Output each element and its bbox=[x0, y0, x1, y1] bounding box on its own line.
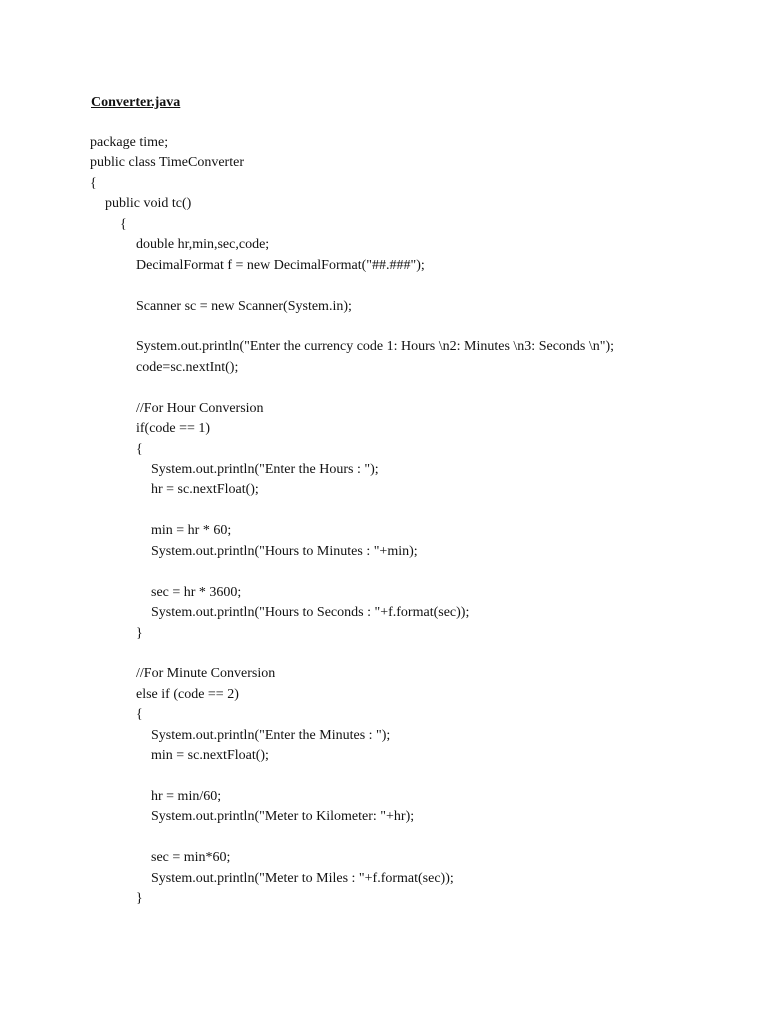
code-line: { bbox=[136, 707, 143, 723]
code-line bbox=[90, 317, 614, 337]
code-line: package time; bbox=[90, 135, 169, 150]
code-line: { bbox=[90, 175, 97, 191]
code-line: public void tc() bbox=[105, 196, 192, 212]
code-line: { bbox=[120, 216, 127, 232]
code-line: public class TimeConverter bbox=[90, 155, 244, 171]
code-line: sec = min*60; bbox=[151, 850, 231, 866]
code-line bbox=[90, 767, 614, 787]
code-line: System.out.println("Enter the Hours : "); bbox=[151, 462, 379, 477]
document-title: Converter.java bbox=[91, 95, 181, 110]
code-line: //For Minute Conversion bbox=[136, 666, 276, 682]
code-line: System.out.println("Meter to Miles : "+f.format(sec)); bbox=[151, 870, 454, 886]
code-line: DecimalFormat f = new DecimalFormat("##.###"); bbox=[136, 257, 425, 273]
code-line: code=sc.nextInt(); bbox=[136, 359, 239, 375]
code-line: if(code == 1) bbox=[136, 421, 211, 437]
code-line: } bbox=[136, 891, 143, 907]
code-line: } bbox=[136, 625, 143, 641]
code-line: min = sc.nextFloat(); bbox=[151, 748, 269, 764]
code-block bbox=[90, 133, 614, 910]
code-line: else if (code == 2) bbox=[136, 686, 239, 702]
code-line bbox=[90, 644, 614, 664]
code-line bbox=[90, 501, 614, 521]
code-line: System.out.println("Hours to Minutes : "+min); bbox=[151, 543, 418, 559]
code-line: System.out.println("Enter the Minutes : "); bbox=[151, 727, 391, 743]
code-line: hr = sc.nextFloat(); bbox=[151, 482, 259, 498]
code-line: { bbox=[136, 441, 143, 457]
code-line: System.out.println("Hours to Seconds : "+f.format(sec)); bbox=[151, 605, 470, 621]
code-line: sec = hr * 3600; bbox=[151, 584, 242, 600]
code-line: //For Hour Conversion bbox=[136, 400, 264, 416]
code-line: System.out.println("Meter to Kilometer: "+hr); bbox=[151, 809, 415, 825]
code-line bbox=[90, 276, 614, 296]
code-line: double hr,min,sec,code; bbox=[136, 237, 270, 253]
code-line bbox=[90, 562, 614, 582]
code-line bbox=[90, 828, 614, 848]
code-line: System.out.println("Enter the currency code 1: Hours \n2: Minutes \n3: Seconds \n"); bbox=[136, 339, 615, 355]
code-line: Scanner sc = new Scanner(System.in); bbox=[136, 298, 352, 314]
code-line bbox=[90, 378, 614, 398]
code-line: min = hr * 60; bbox=[151, 523, 232, 539]
code-line: hr = min/60; bbox=[151, 789, 222, 804]
